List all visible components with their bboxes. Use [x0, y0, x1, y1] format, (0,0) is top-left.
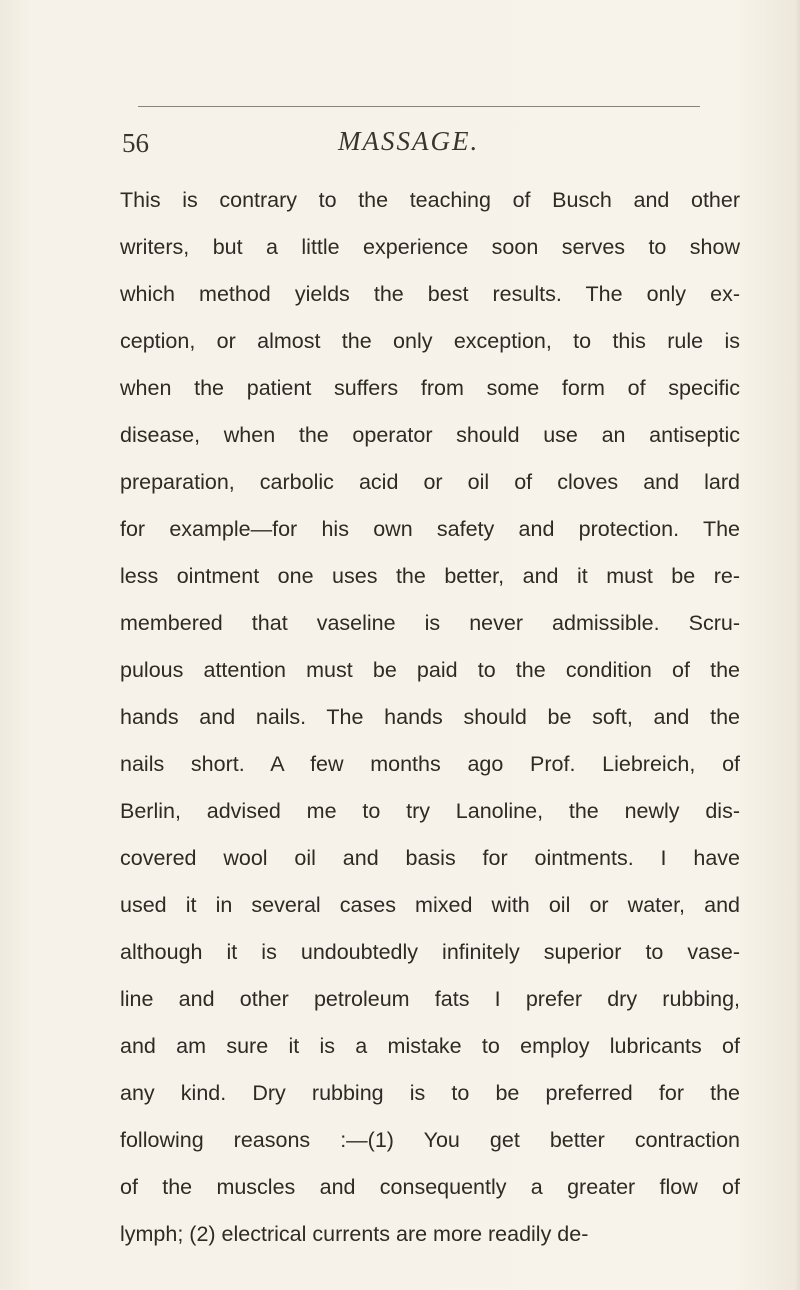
text-line: pulous attention must be paid to the condition of the — [120, 658, 740, 682]
text-line: writers, but a little experience soon serves to show — [120, 235, 740, 259]
text-line: This is contrary to the teaching of Busch and other — [120, 188, 740, 212]
header-rule — [138, 106, 700, 107]
text-line: ception, or almost the only exception, to this rule is — [120, 329, 740, 353]
body-text — [120, 177, 740, 1258]
text-line: although it is undoubtedly infinitely superior to vase- — [120, 940, 740, 964]
text-line: and am sure it is a mistake to employ lubricants of — [120, 1034, 740, 1058]
page-edge-shadow — [794, 0, 800, 1290]
text-line: any kind. Dry rubbing is to be preferred for the — [120, 1081, 740, 1105]
text-line: Berlin, advised me to try Lanoline, the newly dis- — [120, 799, 740, 823]
text-line: which method yields the best results. The only ex- — [120, 282, 740, 306]
text-line: nails short. A few months ago Prof. Liebreich, of — [120, 752, 740, 776]
text-line: membered that vaseline is never admissible. Scru- — [120, 611, 740, 635]
text-line: less ointment one uses the better, and it must be re- — [120, 564, 740, 588]
text-line: line and other petroleum fats I prefer dry rubbing, — [120, 987, 740, 1011]
text-line: of the muscles and consequently a greater flow of — [120, 1175, 740, 1199]
text-line: used it in several cases mixed with oil or water, and — [120, 893, 740, 917]
page-header — [0, 122, 800, 166]
text-line: disease, when the operator should use an antiseptic — [120, 423, 740, 447]
text-line: for example—for his own safety and protection. The — [120, 517, 740, 541]
text-line: following reasons :—(1) You get better contraction — [120, 1128, 740, 1152]
text-line: hands and nails. The hands should be soft, and the — [120, 705, 740, 729]
text-line: covered wool oil and basis for ointments. I have — [120, 846, 740, 870]
text-line: lymph; (2) electrical currents are more readily de- — [120, 1222, 589, 1246]
page-number: 56 — [122, 128, 149, 158]
text-line: when the patient suffers from some form of specific — [120, 376, 740, 400]
running-head: MASSAGE. — [338, 126, 480, 156]
text-line: preparation, carbolic acid or oil of cloves and lard — [120, 470, 740, 494]
